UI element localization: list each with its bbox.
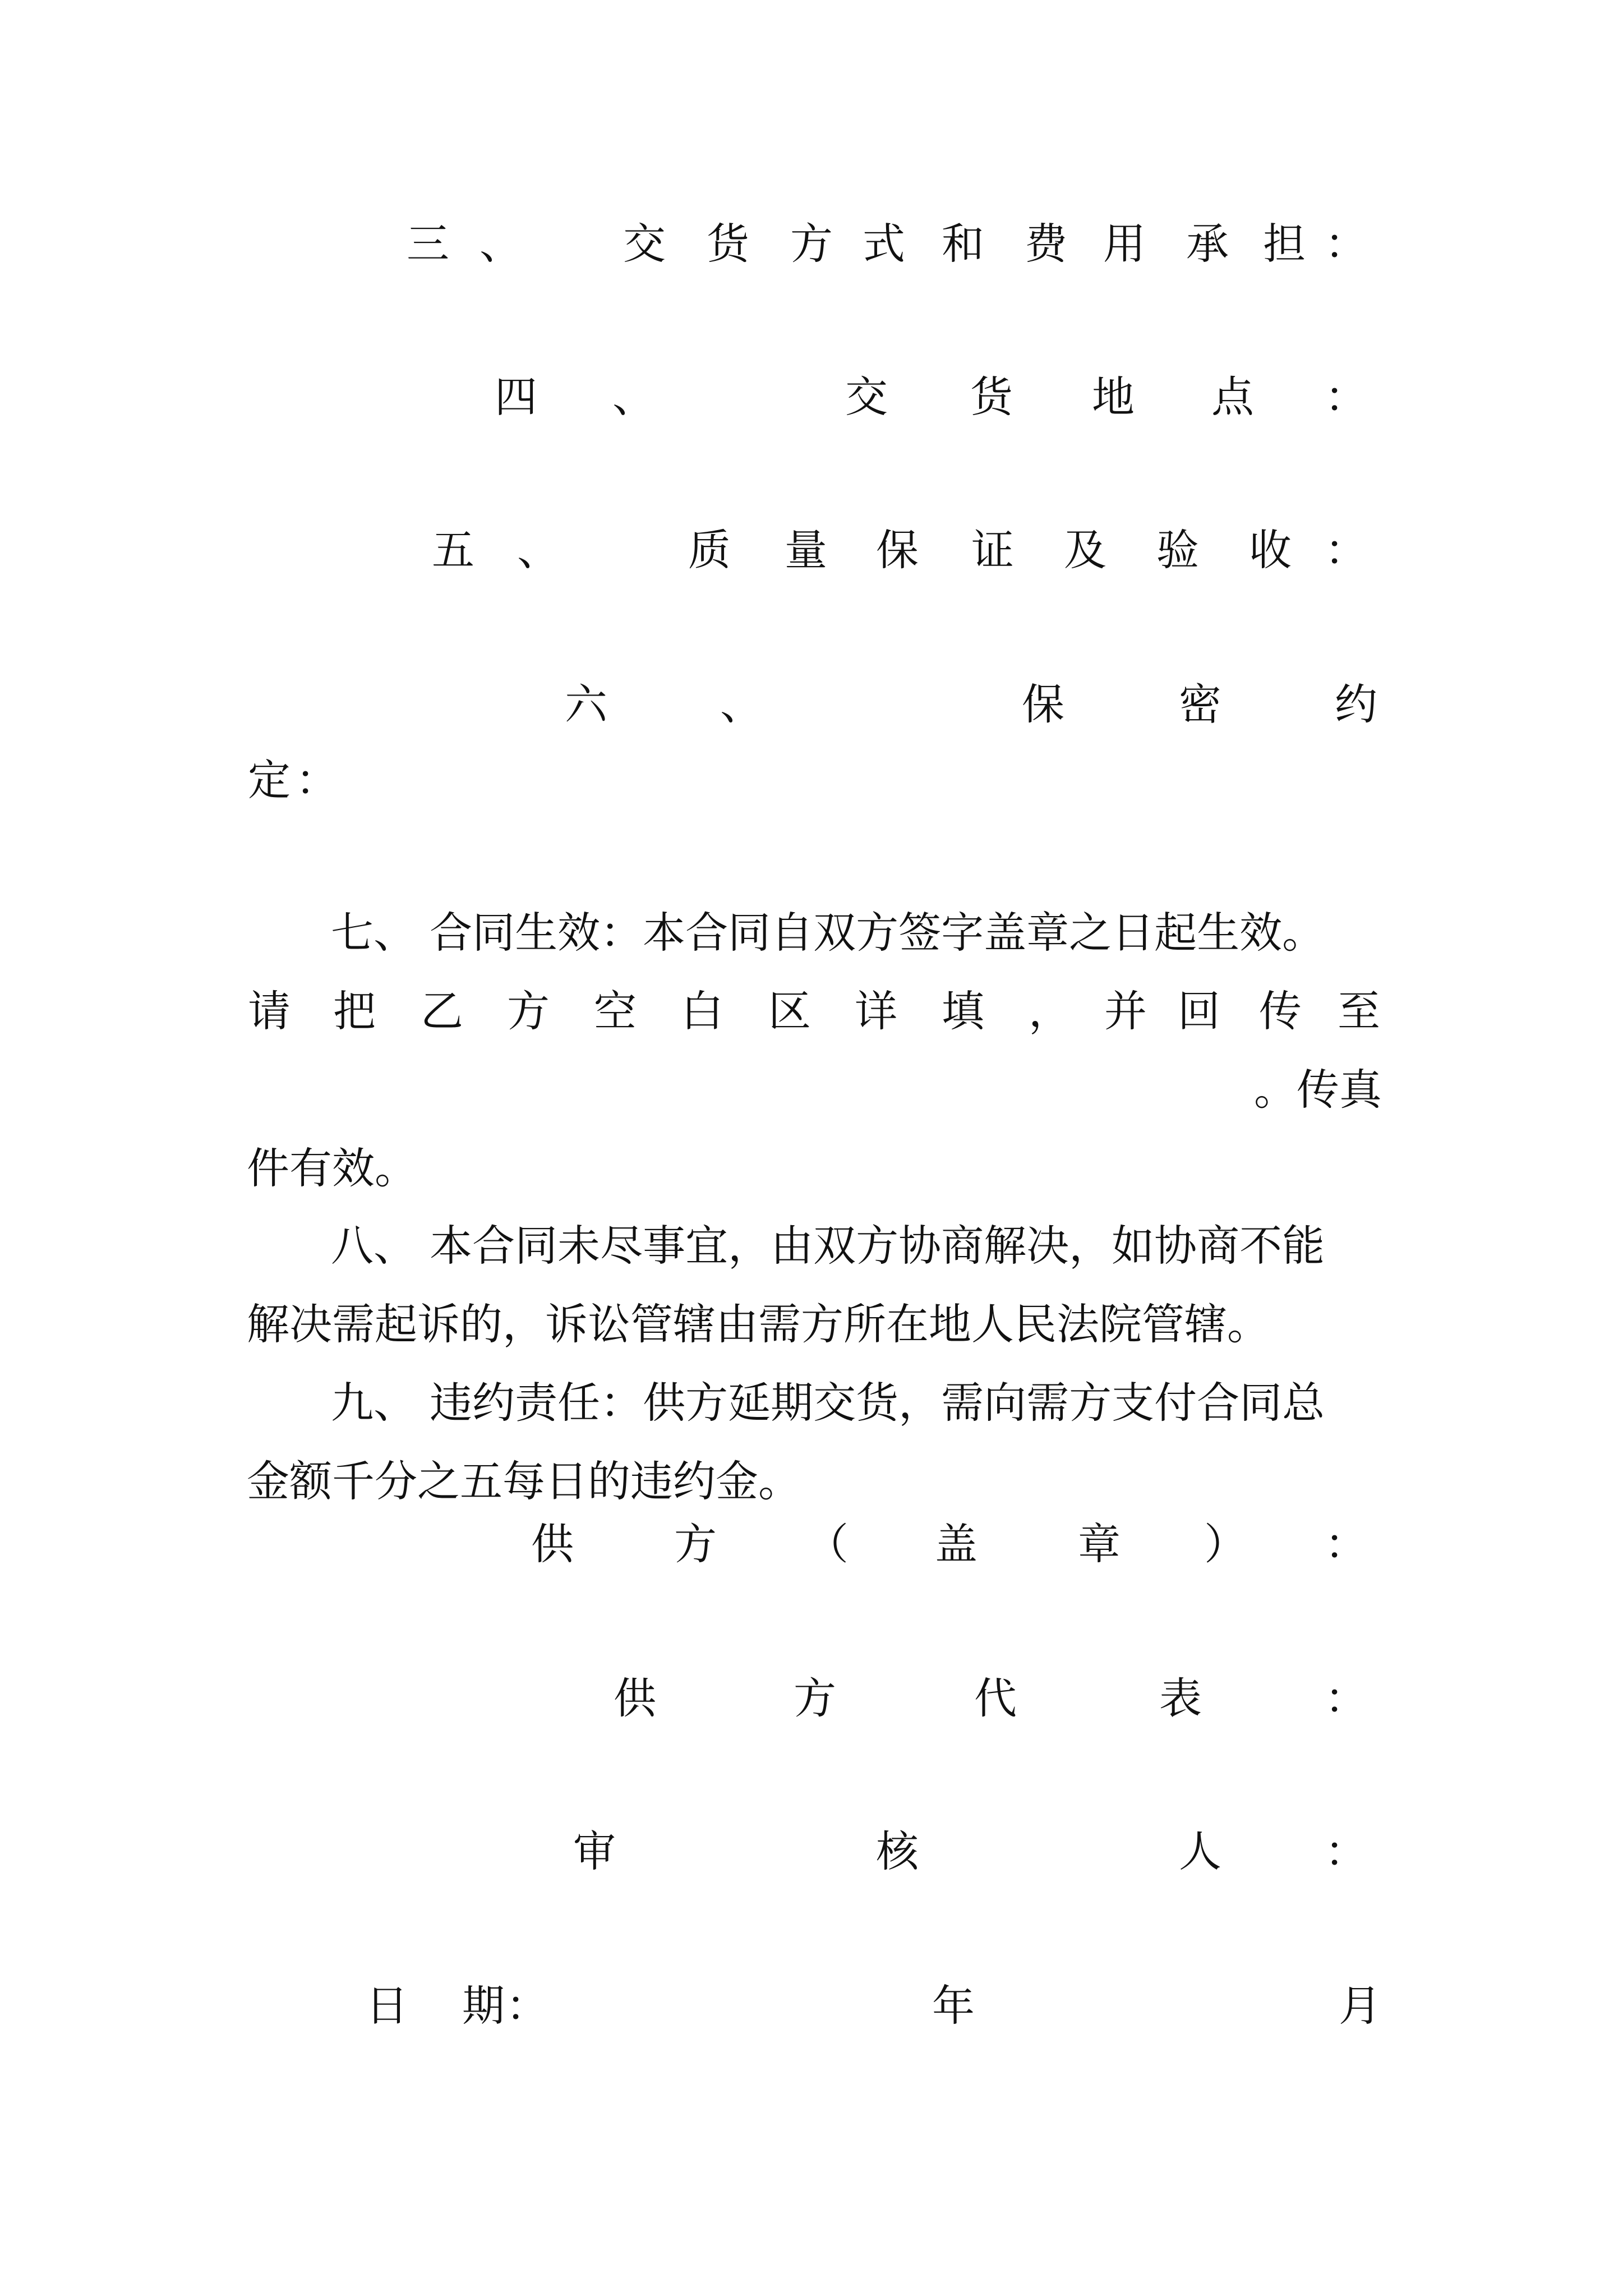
clause-title-char: 货: [970, 372, 1013, 422]
clause-7-char: 方: [507, 986, 550, 1036]
clause-number: 三: [407, 219, 449, 269]
clause-7-char: 空: [594, 986, 637, 1036]
clause-separator: 、: [517, 525, 560, 575]
clause-7-char: 把: [333, 986, 376, 1036]
clause-number: 五: [432, 525, 474, 575]
clause-title-char: 地: [1092, 372, 1135, 422]
clause-title-char: 方: [790, 219, 833, 269]
clause-colon: ：: [1325, 219, 1367, 269]
clause-8-line-1: 八、 本合同未尽事宜，由双方协商解决，如协商不能: [331, 1221, 1325, 1271]
clause-number: 六: [565, 679, 607, 729]
date-year: 年: [932, 1981, 975, 2031]
clause-7-char: 乙: [421, 986, 463, 1036]
clause-title-char: 担: [1263, 219, 1306, 269]
clause-7-line-1: 七、 合同生效：本合同自双方签字盖章之日起生效。: [331, 908, 1325, 958]
clause-title-char: 定: [248, 755, 291, 805]
clause-7-char: 填: [942, 986, 984, 1036]
clause-title-char: 验: [1156, 525, 1199, 575]
clause-title-char: 密: [1179, 679, 1221, 729]
clause-7-char: 回: [1178, 986, 1220, 1036]
signature-char: 方: [794, 1673, 836, 1723]
clause-title-char: 证: [971, 525, 1014, 575]
signature-char: 代: [974, 1673, 1017, 1723]
signature-colon: ：: [1325, 1826, 1367, 1876]
clause-separator: 、: [612, 372, 655, 422]
clause-title-char: 和: [942, 219, 984, 269]
clause-7-char: 区: [768, 986, 811, 1036]
signature-char: 盖: [935, 1519, 978, 1569]
signature-char: 供: [531, 1519, 574, 1569]
clause-title-char: 保: [876, 525, 919, 575]
clause-colon: ：: [1325, 525, 1367, 575]
signature-char: 表: [1159, 1673, 1202, 1723]
clause-title-char: 量: [785, 525, 827, 575]
clause-title-char: 交: [623, 219, 666, 269]
clause-8-line-2: 解决需起诉的，诉讼管辖由需方所在地人民法院管辖。: [247, 1299, 1270, 1349]
clause-title-char: 约: [1335, 679, 1377, 729]
clause-7-char: 至: [1338, 986, 1380, 1036]
clause-title-char: 费: [1025, 219, 1067, 269]
signature-char: 方: [674, 1519, 717, 1569]
date-label-colon: ：: [506, 1981, 548, 2031]
clause-title-char: 承: [1186, 219, 1229, 269]
signature-char: 核: [876, 1826, 919, 1876]
date-month: 月: [1339, 1981, 1381, 2031]
clause-title-char: 货: [707, 219, 749, 269]
clause-9-line-1: 九、 违约责任：供方延期交货，需向需方支付合同总: [331, 1378, 1325, 1428]
clause-title-char: 保: [1022, 679, 1064, 729]
signature-char: 供: [614, 1673, 656, 1723]
clause-separator: 、: [720, 679, 763, 729]
clause-title-char: 式: [863, 219, 905, 269]
clause-9-line-2: 金额千分之五每日的违约金。: [247, 1456, 801, 1506]
clause-title-char: 及: [1064, 525, 1106, 575]
signature-char: 审: [573, 1826, 616, 1876]
signature-colon: ：: [1325, 1519, 1367, 1569]
signature-char: ）: [1204, 1519, 1247, 1569]
clause-7-char: ，: [1029, 986, 1071, 1036]
clause-7-char: 传: [1259, 986, 1302, 1036]
clause-7-char: 并: [1104, 986, 1147, 1036]
clause-7-line-4: 件有效。: [247, 1143, 417, 1193]
clause-title-char: 点: [1211, 372, 1254, 422]
clause-7-line-3: 。传真: [1254, 1065, 1382, 1115]
signature-char: （: [806, 1519, 849, 1569]
clause-7-char: 白: [681, 986, 723, 1036]
signature-char: 人: [1179, 1826, 1221, 1876]
clause-7-char: 详: [855, 986, 897, 1036]
clause-number: 四: [495, 372, 537, 422]
clause-title-char: 用: [1103, 219, 1146, 269]
signature-colon: ：: [1325, 1673, 1367, 1723]
clause-colon: ：: [296, 755, 338, 805]
clause-7-char: 请: [248, 986, 291, 1036]
clause-colon: ：: [1325, 372, 1367, 422]
clause-title-char: 质: [688, 525, 731, 575]
clause-title-char: 收: [1249, 525, 1292, 575]
clause-title-char: 交: [845, 372, 888, 422]
date-label-char: 日: [366, 1981, 408, 2031]
signature-char: 章: [1078, 1519, 1121, 1569]
clause-separator: 、: [479, 219, 522, 269]
date-label-char: 期: [462, 1981, 505, 2031]
